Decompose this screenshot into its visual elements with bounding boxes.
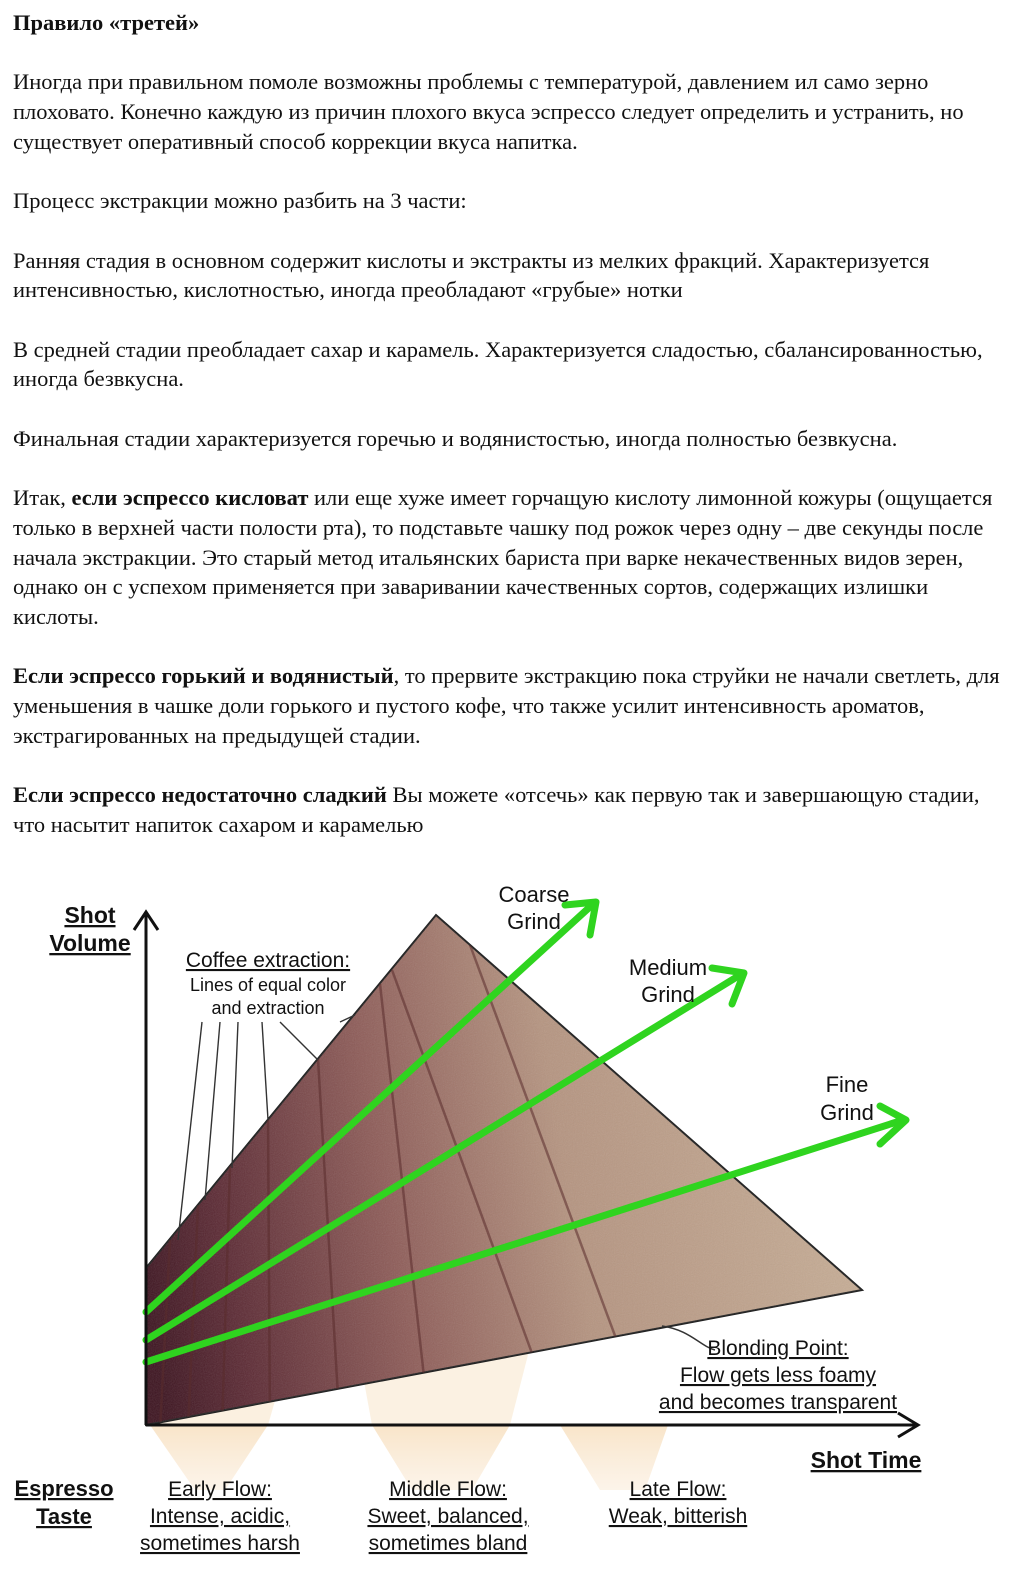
middle-flow-desc1: Sweet, balanced, xyxy=(367,1505,529,1528)
late-flow-desc1: Weak, bitterish xyxy=(608,1505,748,1528)
paragraph-early-stage: Ранняя стадия в основном содержит кислоты и экстракты из мелких фракций. Характеризуется интенсивностью, кислотностью, иногда преобладают «грубые» нотки xyxy=(13,247,930,303)
middle-flow-name: Middle Flow: xyxy=(389,1478,507,1501)
middle-flow-desc2: sometimes bland xyxy=(368,1532,528,1555)
blonding-point-line2: Flow gets less foamy xyxy=(679,1364,877,1387)
text-span: , то прервите экстракцию пока струйки не начали светлеть, для уменьшения в чашке доли горького и пустого кофе, что также усилит интенсивность ароматов, экстрагированных на предыдущей стадии. xyxy=(13,663,1000,748)
early-flow-desc2: sometimes harsh xyxy=(140,1532,300,1555)
coarse-grind-label-line1: Coarse xyxy=(498,882,570,907)
extraction-diagram xyxy=(0,870,1024,1582)
late-flow-name: Late Flow: xyxy=(629,1478,727,1501)
taste-header-line2: Taste xyxy=(36,1504,92,1529)
paragraph-sweet xyxy=(13,780,1013,839)
text-span: или еще хуже имеет горчащую кислоту лимонной кожуры (ощущается только в верхней части полости рта), то подставьте чашку под рожок через одну – две секунды после начала экстракции. Это старый метод итальянских бариста при варке некачественных видов зерен, однако он с успехом применяется при заваривании качественных сортов, содержащих излишки кислоты. xyxy=(13,485,993,629)
bold-phrase: если эспрессо кисловат xyxy=(71,485,309,511)
medium-grind-label-line1: Medium xyxy=(628,955,708,980)
x-axis-label: Shot Time xyxy=(810,1447,922,1473)
blonding-point-title: Blonding Point: xyxy=(707,1337,849,1360)
taste-header-line1: Espresso xyxy=(14,1476,114,1501)
fine-grind-label-line2: Grind xyxy=(820,1100,874,1125)
early-flow-desc1: Intense, acidic, xyxy=(149,1505,291,1528)
pointer-line xyxy=(280,1022,318,1060)
coffee-extraction-title: Coffee extraction: xyxy=(185,949,351,972)
pointer-line xyxy=(205,1022,220,1200)
medium-grind-label-line2: Grind xyxy=(641,982,695,1007)
document xyxy=(13,8,1013,869)
paragraph-final-stage: Финальная стадии характеризуется горечью и водянистостью, иногда полностью безвкусна. xyxy=(13,425,898,451)
early-flow-name: Early Flow: xyxy=(168,1478,272,1501)
paragraph-acidic xyxy=(13,483,1013,632)
paragraph-intro: Иногда при правильном помоле возможны проблемы с температурой, давлением ил само зерно плоховато. Конечно каждую из причин плохого вкуса эспрессо следует определить и устранить, но существует оперативный способ коррекции вкуса напитка. xyxy=(13,69,964,154)
coffee-extraction-subtitle1: Lines of equal color xyxy=(189,975,347,995)
text-span: Вы можете «отсечь» как первую так и завершающую стадии, что насытит напиток сахаром и карамелью xyxy=(13,782,980,837)
page-title: Правило «третей» xyxy=(13,10,200,35)
pointer-line xyxy=(232,1022,238,1168)
blonding-point-line3: and becomes transparent xyxy=(658,1391,898,1414)
paragraph-bitter xyxy=(13,661,1013,750)
paragraph-middle-stage: В средней стадии преобладает сахар и карамель. Характеризуется сладостью, сбалансированностью, иногда безвкусна. xyxy=(13,336,983,392)
y-axis-label-line2: Volume xyxy=(49,930,131,956)
bold-phrase: Если эспрессо горький и водянистый xyxy=(13,663,394,689)
y-axis-label-line1: Shot xyxy=(64,902,116,928)
fine-grind-label-line1: Fine xyxy=(825,1072,869,1097)
bold-phrase: Если эспрессо недостаточно сладкий xyxy=(13,782,387,808)
coffee-extraction-subtitle2: and extraction xyxy=(211,998,325,1018)
pointer-line xyxy=(262,1022,268,1120)
coarse-grind-label-line2: Grind xyxy=(507,909,561,934)
text-span: Итак, xyxy=(13,485,72,511)
paragraph-stages: Процесс экстракции можно разбить на 3 части: xyxy=(13,188,467,214)
